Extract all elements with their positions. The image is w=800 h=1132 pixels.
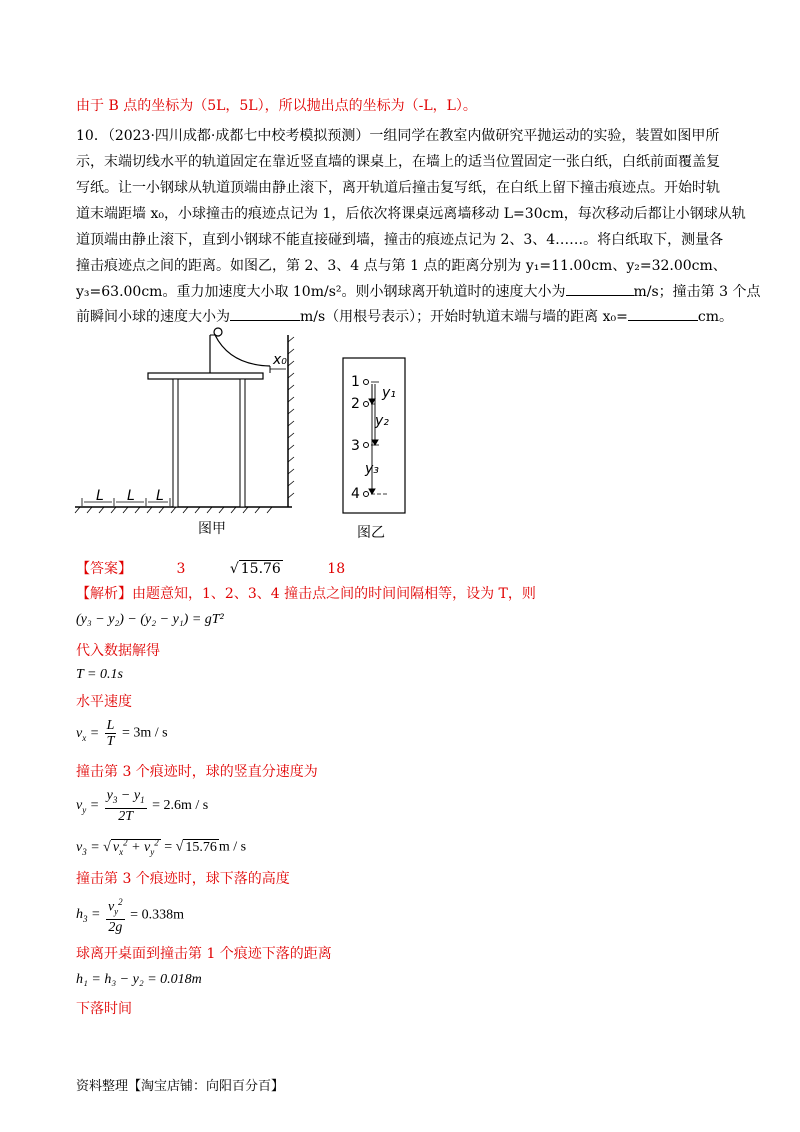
- answer-value-3: 18: [327, 561, 346, 577]
- answer-blank-3[interactable]: [628, 308, 698, 321]
- equation-4: $v_y$ = $\frac{y_3 - y_1}{2T}$ = 2.6m / s: [76, 788, 209, 824]
- label-y1: y₁: [382, 385, 396, 401]
- question-line-6: 撞击痕迹点之间的距离。如图乙，第 2、3、4 点与第 1 点的距离分别为 y₁=11.00cm、y₂=32.00cm、: [76, 258, 727, 274]
- equation-6-rhs: = 0.338m: [130, 907, 184, 923]
- answer-value-2-root: √ 15.76: [229, 561, 281, 577]
- question-number: 10．: [76, 128, 108, 144]
- question-line-4: 道末端距墙 x₀，小球撞击的痕迹点记为 1，后依次将课桌远离墙移动 L=30cm，每次移动后都让小钢球从轨: [76, 206, 746, 222]
- equation-2: T = 0.1s: [76, 667, 123, 682]
- answer-value-2: 15.76: [240, 561, 281, 577]
- analysis-step-5: 球离开桌面到撞击第 1 个痕迹下落的距离: [76, 946, 332, 962]
- analysis-line: [76, 585, 536, 603]
- footer: 资料整理【淘宝店铺：向阳百分百】: [76, 1079, 285, 1094]
- equation-4-rhs: = 2.6m / s: [152, 798, 209, 814]
- equation-5: $v_3$ = √ $v_x^2 + v_y^2$ = √ 15.76 m / s: [76, 837, 247, 857]
- analysis-step-4: 撞击第 3 个痕迹时，球下落的高度: [76, 871, 290, 887]
- caption-figure-a: 图甲: [198, 521, 226, 537]
- point-label-3: 3: [351, 438, 360, 454]
- answer-blank-1[interactable]: [566, 283, 634, 296]
- question-line-1: [76, 127, 719, 145]
- question-line-3: 写纸。让一小钢球从轨道顶端由静止滚下，离开轨道后撞击复写纸，在白纸上留下撞击痕迹点。开始时轨: [76, 180, 720, 196]
- question-text: y₃=63.00cm。重力加速度大小取 10m/s²。则小钢球离开轨道时的速度大小为: [76, 284, 566, 300]
- label-L-1: L: [96, 488, 104, 504]
- intro-line: 由于 B 点的坐标为（5L，5L），所以抛出点的坐标为（-L，L）。: [76, 98, 477, 114]
- analysis-step-3: 撞击第 3 个痕迹时，球的竖直分速度为: [76, 764, 318, 780]
- equation-5-root: 15.76: [185, 839, 217, 855]
- point-label-2: 2: [351, 396, 360, 412]
- answer-line: [76, 560, 345, 578]
- analysis-step-1: 代入数据解得: [76, 643, 160, 659]
- equation-3-rhs: = 3m / s: [121, 725, 168, 741]
- question-line-2: 示，末端切线水平的轨道固定在靠近竖直墙的课桌上，在墙上的适当位置固定一张白纸，白纸前面覆盖复: [76, 154, 720, 170]
- analysis-step-2: 水平速度: [76, 694, 132, 710]
- label-L-3: L: [156, 488, 164, 504]
- answer-label: 【答案】: [76, 561, 132, 577]
- analysis-text: 由题意知，1、2、3、4 撞击点之间的时间间隔相等，设为 T，则: [132, 586, 536, 602]
- analysis-step-6: 下落时间: [76, 1001, 132, 1017]
- question-text: m/s（用根号表示）；开始时轨道末端与墙的距离 x₀=: [300, 309, 628, 325]
- label-x0: x₀: [273, 352, 287, 368]
- label-y3: y₃: [365, 461, 379, 477]
- analysis-label: 【解析】: [76, 586, 132, 602]
- question-source: （2023·四川成都·成都七中校考模拟预测）: [107, 128, 370, 144]
- equation-5-rhs: m / s: [218, 839, 247, 855]
- equation-1: (y₃ − y₂) − (y₂ − y₁) = gT²: [76, 612, 224, 627]
- equation-7: h₁ = h₃ − y₂ = 0.018m: [76, 972, 202, 987]
- label-L-2: L: [127, 488, 135, 504]
- equation-6: $h_3$ = $\frac{v_y^2}{2g}$ = 0.338m: [76, 897, 184, 936]
- question-text: cm。: [697, 309, 733, 325]
- label-y2: y₂: [375, 413, 389, 429]
- point-label-1: 1: [351, 374, 360, 390]
- question-text: 前瞬间小球的速度大小为: [76, 309, 230, 325]
- question-line-7: [76, 283, 760, 301]
- question-text: 一组同学在教室内做研究平抛运动的实验，装置如图甲所: [369, 128, 720, 144]
- question-line-5: 道顶端由静止滚下，直到小钢球不能直接碰到墙，撞击的痕迹点记为 2、3、4……。将白纸取下，测量各: [76, 232, 724, 248]
- caption-figure-b: 图乙: [357, 525, 385, 541]
- point-label-4: 4: [351, 486, 360, 502]
- answer-value-1: 3: [176, 561, 186, 577]
- question-text: m/s；撞击第 3 个点: [633, 284, 761, 300]
- figure-a: [70, 320, 310, 550]
- equation-3: $v_x$ = $\frac{L}{T}$ = 3m / s: [76, 718, 168, 749]
- figure-b: [335, 355, 425, 550]
